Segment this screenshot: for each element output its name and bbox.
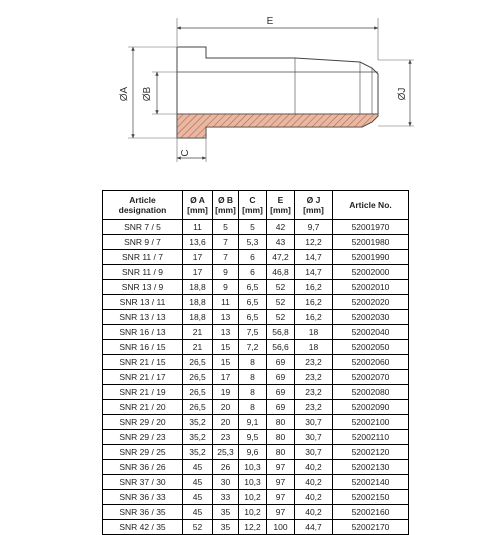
article-designation-cell: SNR 36 / 35 bbox=[103, 505, 183, 520]
diameter-j-cell: 40,2 bbox=[295, 475, 333, 490]
diameter-b-cell: 35 bbox=[213, 520, 239, 535]
diameter-a-cell: 18,8 bbox=[183, 295, 213, 310]
e-cell: 69 bbox=[267, 370, 295, 385]
e-cell: 69 bbox=[267, 400, 295, 415]
header-e: E [mm] bbox=[267, 191, 295, 220]
c-cell: 5 bbox=[239, 220, 267, 235]
diameter-b-cell: 13 bbox=[213, 325, 239, 340]
table-row bbox=[103, 235, 409, 250]
header-c: C [mm] bbox=[239, 191, 267, 220]
e-cell: 97 bbox=[267, 475, 295, 490]
article-no-cell: 52002100 bbox=[333, 415, 409, 430]
e-cell: 97 bbox=[267, 460, 295, 475]
article-designation-cell: SNR 29 / 23 bbox=[103, 430, 183, 445]
diameter-a-cell: 26,5 bbox=[183, 400, 213, 415]
diameter-b-cell: 15 bbox=[213, 355, 239, 370]
article-designation-cell: SNR 16 / 15 bbox=[103, 340, 183, 355]
article-no-cell: 52002160 bbox=[333, 505, 409, 520]
table-row bbox=[103, 265, 409, 280]
diameter-j-cell: 23,2 bbox=[295, 385, 333, 400]
table-row bbox=[103, 325, 409, 340]
c-cell: 8 bbox=[239, 385, 267, 400]
hatched-section bbox=[177, 114, 378, 138]
e-cell: 47,2 bbox=[267, 250, 295, 265]
c-cell: 10,3 bbox=[239, 460, 267, 475]
c-cell: 8 bbox=[239, 355, 267, 370]
diameter-a-cell: 45 bbox=[183, 505, 213, 520]
article-designation-cell: SNR 29 / 25 bbox=[103, 445, 183, 460]
diameter-b-cell: 20 bbox=[213, 400, 239, 415]
table-header-row bbox=[103, 191, 409, 220]
article-designation-cell: SNR 21 / 19 bbox=[103, 385, 183, 400]
article-designation-cell: SNR 9 / 7 bbox=[103, 235, 183, 250]
article-no-cell: 52002170 bbox=[333, 520, 409, 535]
technical-drawing bbox=[0, 0, 500, 185]
table-row bbox=[103, 310, 409, 325]
c-cell: 10,3 bbox=[239, 475, 267, 490]
article-designation-cell: SNR 13 / 9 bbox=[103, 280, 183, 295]
diameter-a-cell: 18,8 bbox=[183, 280, 213, 295]
e-cell: 56,8 bbox=[267, 325, 295, 340]
article-no-cell: 52002090 bbox=[333, 400, 409, 415]
article-no-cell: 52001980 bbox=[333, 235, 409, 250]
article-designation-cell: SNR 42 / 35 bbox=[103, 520, 183, 535]
table-row bbox=[103, 385, 409, 400]
table-row bbox=[103, 355, 409, 370]
diameter-a-cell: 35,2 bbox=[183, 445, 213, 460]
dimension-e-label: E bbox=[266, 16, 274, 27]
c-cell: 10,2 bbox=[239, 505, 267, 520]
e-cell: 97 bbox=[267, 505, 295, 520]
dimension-a-label: ØA bbox=[119, 86, 130, 102]
table-row bbox=[103, 295, 409, 310]
diameter-a-cell: 13,6 bbox=[183, 235, 213, 250]
e-cell: 80 bbox=[267, 445, 295, 460]
diameter-b-cell: 23 bbox=[213, 430, 239, 445]
e-cell: 52 bbox=[267, 280, 295, 295]
diameter-j-cell: 40,2 bbox=[295, 505, 333, 520]
c-cell: 6,5 bbox=[239, 310, 267, 325]
diameter-a-cell: 26,5 bbox=[183, 385, 213, 400]
diameter-j-cell: 23,2 bbox=[295, 355, 333, 370]
diameter-j-cell: 30,7 bbox=[295, 445, 333, 460]
dimension-j-label: ØJ bbox=[397, 87, 408, 101]
c-cell: 6,5 bbox=[239, 295, 267, 310]
diameter-b-cell: 7 bbox=[213, 250, 239, 265]
table-row bbox=[103, 445, 409, 460]
article-designation-cell: SNR 11 / 7 bbox=[103, 250, 183, 265]
diameter-j-cell: 18 bbox=[295, 325, 333, 340]
diameter-b-cell: 13 bbox=[213, 310, 239, 325]
diameter-j-cell: 30,7 bbox=[295, 430, 333, 445]
c-cell: 9,1 bbox=[239, 415, 267, 430]
diameter-j-cell: 40,2 bbox=[295, 490, 333, 505]
article-designation-cell: SNR 21 / 15 bbox=[103, 355, 183, 370]
e-cell: 80 bbox=[267, 415, 295, 430]
diameter-b-cell: 26 bbox=[213, 460, 239, 475]
table-row bbox=[103, 250, 409, 265]
article-designation-cell: SNR 21 / 17 bbox=[103, 370, 183, 385]
diameter-a-cell: 45 bbox=[183, 490, 213, 505]
diameter-a-cell: 26,5 bbox=[183, 370, 213, 385]
article-no-cell: 52002060 bbox=[333, 355, 409, 370]
header-diameter-a: Ø A [mm] bbox=[183, 191, 213, 220]
e-cell: 56,6 bbox=[267, 340, 295, 355]
table-row bbox=[103, 280, 409, 295]
c-cell: 6,5 bbox=[239, 280, 267, 295]
diameter-j-cell: 14,7 bbox=[295, 250, 333, 265]
table-body bbox=[103, 220, 409, 535]
specification-table bbox=[102, 190, 409, 535]
diameter-j-cell: 23,2 bbox=[295, 400, 333, 415]
c-cell: 7,2 bbox=[239, 340, 267, 355]
c-cell: 5,3 bbox=[239, 235, 267, 250]
table-row bbox=[103, 460, 409, 475]
diameter-a-cell: 11 bbox=[183, 220, 213, 235]
c-cell: 9,6 bbox=[239, 445, 267, 460]
c-cell: 12,2 bbox=[239, 520, 267, 535]
table-row bbox=[103, 415, 409, 430]
diameter-j-cell: 9,7 bbox=[295, 220, 333, 235]
diameter-a-cell: 17 bbox=[183, 265, 213, 280]
article-no-cell: 52001970 bbox=[333, 220, 409, 235]
article-designation-cell: SNR 29 / 20 bbox=[103, 415, 183, 430]
header-article-designation: Article designation bbox=[103, 191, 183, 220]
article-no-cell: 52002070 bbox=[333, 370, 409, 385]
article-no-cell: 52002140 bbox=[333, 475, 409, 490]
e-cell: 69 bbox=[267, 385, 295, 400]
diameter-a-cell: 45 bbox=[183, 460, 213, 475]
diameter-b-cell: 35 bbox=[213, 505, 239, 520]
article-designation-cell: SNR 13 / 13 bbox=[103, 310, 183, 325]
c-cell: 6 bbox=[239, 250, 267, 265]
c-cell: 9,5 bbox=[239, 430, 267, 445]
article-no-cell: 52002130 bbox=[333, 460, 409, 475]
diameter-b-cell: 33 bbox=[213, 490, 239, 505]
diameter-a-cell: 45 bbox=[183, 475, 213, 490]
diameter-j-cell: 18 bbox=[295, 340, 333, 355]
article-no-cell: 52002110 bbox=[333, 430, 409, 445]
diameter-b-cell: 17 bbox=[213, 370, 239, 385]
article-designation-cell: SNR 21 / 20 bbox=[103, 400, 183, 415]
article-designation-cell: SNR 13 / 11 bbox=[103, 295, 183, 310]
diameter-b-cell: 7 bbox=[213, 235, 239, 250]
table-row bbox=[103, 520, 409, 535]
table-row bbox=[103, 430, 409, 445]
diameter-j-cell: 44,7 bbox=[295, 520, 333, 535]
e-cell: 52 bbox=[267, 295, 295, 310]
table-row bbox=[103, 340, 409, 355]
diameter-b-cell: 19 bbox=[213, 385, 239, 400]
diameter-j-cell: 16,2 bbox=[295, 310, 333, 325]
diameter-a-cell: 21 bbox=[183, 340, 213, 355]
diameter-b-cell: 5 bbox=[213, 220, 239, 235]
diameter-j-cell: 16,2 bbox=[295, 280, 333, 295]
article-no-cell: 52002050 bbox=[333, 340, 409, 355]
article-no-cell: 52002150 bbox=[333, 490, 409, 505]
article-no-cell: 52001990 bbox=[333, 250, 409, 265]
diameter-j-cell: 12,2 bbox=[295, 235, 333, 250]
diameter-b-cell: 9 bbox=[213, 280, 239, 295]
diameter-b-cell: 15 bbox=[213, 340, 239, 355]
diameter-a-cell: 21 bbox=[183, 325, 213, 340]
table-row bbox=[103, 490, 409, 505]
article-designation-cell: SNR 36 / 26 bbox=[103, 460, 183, 475]
article-designation-cell: SNR 36 / 33 bbox=[103, 490, 183, 505]
table-row bbox=[103, 505, 409, 520]
e-cell: 100 bbox=[267, 520, 295, 535]
diameter-j-cell: 40,2 bbox=[295, 460, 333, 475]
dimension-b-label: ØB bbox=[142, 86, 153, 102]
c-cell: 8 bbox=[239, 370, 267, 385]
article-no-cell: 52002030 bbox=[333, 310, 409, 325]
diameter-a-cell: 52 bbox=[183, 520, 213, 535]
e-cell: 69 bbox=[267, 355, 295, 370]
diameter-b-cell: 11 bbox=[213, 295, 239, 310]
article-no-cell: 52002000 bbox=[333, 265, 409, 280]
article-no-cell: 52002080 bbox=[333, 385, 409, 400]
diameter-a-cell: 26,5 bbox=[183, 355, 213, 370]
diameter-j-cell: 23,2 bbox=[295, 370, 333, 385]
header-article-no: Article No. bbox=[333, 191, 409, 220]
c-cell: 6 bbox=[239, 265, 267, 280]
article-no-cell: 52002010 bbox=[333, 280, 409, 295]
diameter-a-cell: 35,2 bbox=[183, 430, 213, 445]
dimension-c-label: C bbox=[180, 149, 191, 157]
table-row bbox=[103, 475, 409, 490]
c-cell: 10,2 bbox=[239, 490, 267, 505]
e-cell: 46,8 bbox=[267, 265, 295, 280]
diameter-a-cell: 17 bbox=[183, 250, 213, 265]
table-row bbox=[103, 220, 409, 235]
diameter-j-cell: 14,7 bbox=[295, 265, 333, 280]
article-no-cell: 52002120 bbox=[333, 445, 409, 460]
table-row bbox=[103, 400, 409, 415]
e-cell: 52 bbox=[267, 310, 295, 325]
diameter-a-cell: 35,2 bbox=[183, 415, 213, 430]
diameter-a-cell: 18,8 bbox=[183, 310, 213, 325]
e-cell: 97 bbox=[267, 490, 295, 505]
header-diameter-b: Ø B [mm] bbox=[213, 191, 239, 220]
c-cell: 8 bbox=[239, 400, 267, 415]
diameter-b-cell: 9 bbox=[213, 265, 239, 280]
e-cell: 80 bbox=[267, 430, 295, 445]
article-designation-cell: SNR 11 / 9 bbox=[103, 265, 183, 280]
article-no-cell: 52002020 bbox=[333, 295, 409, 310]
article-designation-cell: SNR 37 / 30 bbox=[103, 475, 183, 490]
c-cell: 7,5 bbox=[239, 325, 267, 340]
article-no-cell: 52002040 bbox=[333, 325, 409, 340]
header-diameter-j: Ø J [mm] bbox=[295, 191, 333, 220]
article-designation-cell: SNR 7 / 5 bbox=[103, 220, 183, 235]
table-row bbox=[103, 370, 409, 385]
diameter-j-cell: 16,2 bbox=[295, 295, 333, 310]
e-cell: 42 bbox=[267, 220, 295, 235]
article-designation-cell: SNR 16 / 13 bbox=[103, 325, 183, 340]
e-cell: 43 bbox=[267, 235, 295, 250]
diameter-b-cell: 20 bbox=[213, 415, 239, 430]
diameter-b-cell: 30 bbox=[213, 475, 239, 490]
diameter-j-cell: 30,7 bbox=[295, 415, 333, 430]
diameter-b-cell: 25,3 bbox=[213, 445, 239, 460]
